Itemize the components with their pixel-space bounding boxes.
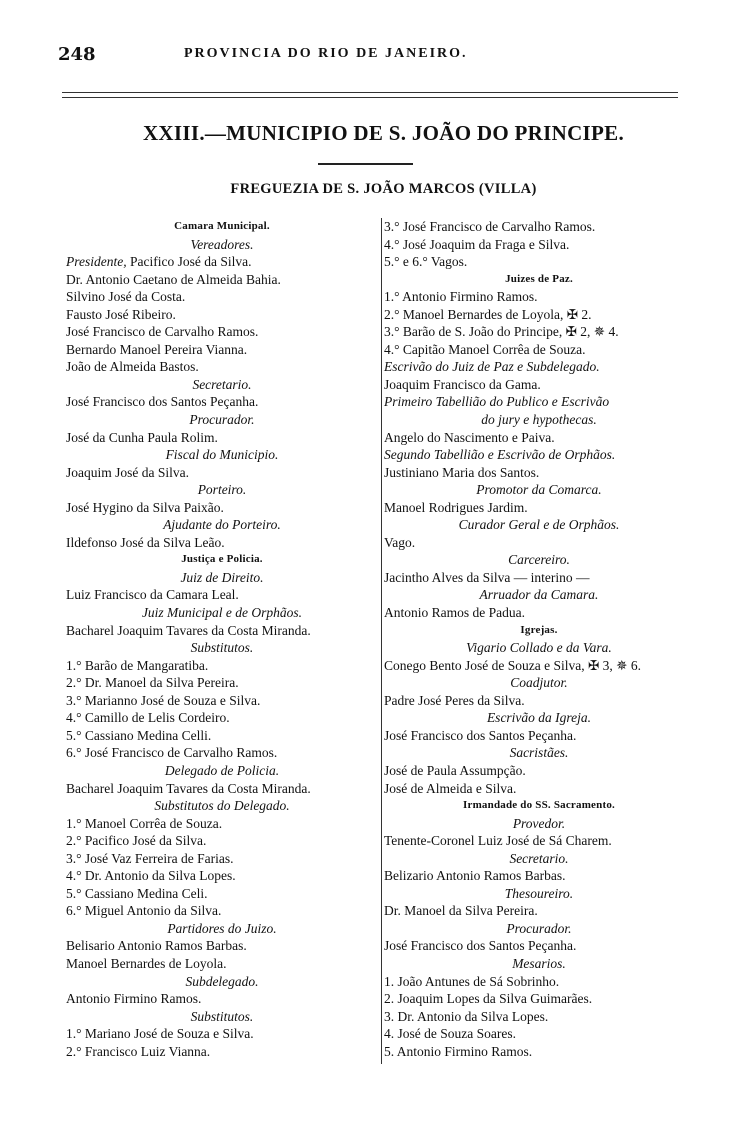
entry: Antonio Ramos de Padua. — [384, 605, 525, 621]
entry: Jacintho Alves da Silva — interino — — [384, 569, 590, 585]
entry: João de Almeida Bastos. — [66, 359, 199, 375]
role-heading: Mesarios. — [512, 955, 566, 971]
entry: 2. Joaquim Lopes da Silva Guimarães. — [384, 991, 593, 1007]
role-heading: Substitutos do Delegado. — [154, 798, 290, 814]
entry: 2.° Francisco Luiz Vianna. — [66, 1043, 211, 1059]
entry: Justiniano Maria dos Santos. — [384, 464, 540, 480]
role-heading: Segundo Tabellião e Escrivão de Orphãos. — [384, 447, 616, 463]
entry: José de Paula Assumpção. — [384, 762, 526, 778]
entry: 1.° Barão de Mangaratiba. — [66, 657, 209, 673]
entry: José Francisco dos Santos Peçanha. — [384, 727, 577, 743]
role-heading: Carcereiro. — [508, 552, 570, 568]
entry: 5.° Cassiano Medina Celi. — [66, 885, 208, 901]
role-heading: do jury e hypothecas. — [481, 412, 597, 428]
right-column — [376, 218, 694, 1060]
role-heading: Fiscal do Municipio. — [165, 447, 279, 463]
entry: 1.° Antonio Firmino Ramos. — [384, 289, 538, 305]
role-heading: Juiz de Direito. — [180, 569, 264, 585]
role-heading: Primeiro Tabellião do Publico e Escrivão — [384, 394, 610, 410]
role-heading: Escrivão do Juiz de Paz e Subdelegado. — [384, 359, 600, 375]
entry: Antonio Firmino Ramos. — [66, 991, 202, 1007]
entry: 3.° Marianno José de Souza e Silva. — [66, 692, 261, 708]
entry: 5.° Cassiano Medina Celli. — [66, 727, 212, 743]
entry: 4.° Camillo de Lelis Cordeiro. — [66, 710, 230, 726]
entry: Vago. — [384, 534, 416, 550]
page-number: 248 — [58, 44, 96, 65]
header-double-rule — [62, 92, 678, 98]
entry: 4.° Capitão Manoel Corrêa de Souza. — [384, 341, 586, 357]
entry: José de Almeida e Silva. — [384, 780, 517, 796]
entry: Belisario Antonio Ramos Barbas. — [66, 938, 247, 954]
role-heading: Delegado de Policia. — [164, 762, 280, 778]
page-header — [58, 44, 688, 64]
role-heading: Escrivão da Igreja. — [486, 710, 592, 726]
municipio-title: XXIII.—MUNICIPIO DE S. JOÃO DO PRINCIPE. — [142, 121, 625, 145]
role-heading: Porteiro. — [197, 482, 247, 498]
role-heading: Promotor da Comarca. — [476, 482, 602, 498]
entry: 1. João Antunes de Sá Sobrinho. — [384, 973, 560, 989]
left-column — [66, 218, 378, 1060]
entry: Joaquim José da Silva. — [66, 464, 189, 480]
section-heading: Igrejas. — [520, 623, 558, 636]
role-heading: Arruador da Camara. — [479, 587, 599, 603]
entry: 4.° Dr. Antonio da Silva Lopes. — [66, 868, 236, 884]
role-heading: Vereadores. — [190, 236, 254, 252]
role-heading: Sacristães. — [509, 745, 569, 761]
role-heading: Procurador. — [189, 412, 255, 428]
entry: Manoel Rodrigues Jardim. — [384, 499, 528, 515]
role-heading: Substitutos. — [190, 1008, 254, 1024]
entry: 3.° Barão de S. João do Principe, ✠ 2, ✵ 4. — [384, 324, 619, 340]
entry: 6.° Miguel Antonio da Silva. — [66, 903, 222, 919]
entry: Joaquim Francisco da Gama. — [384, 376, 541, 392]
entry: Fausto José Ribeiro. — [66, 306, 176, 322]
role-heading: Partidores do Juizo. — [167, 920, 277, 936]
role-heading: Provedor. — [512, 815, 566, 831]
entry: 3. Dr. Antonio da Silva Lopes. — [384, 1008, 549, 1024]
entry: 5. Antonio Firmino Ramos. — [384, 1043, 533, 1059]
running-title: PROVINCIA DO RIO DE JANEIRO. — [184, 46, 468, 61]
entry-text: Pacifico José da Silva. — [126, 254, 252, 270]
entry: José Hygino da Silva Paixão. — [66, 499, 224, 515]
entry: Dr. Manoel da Silva Pereira. — [384, 903, 538, 919]
freguezia-title: FREGUEZIA DE S. JOÃO MARCOS (VILLA) — [230, 181, 537, 197]
entry: Bacharel Joaquim Tavares da Costa Miranda. — [66, 622, 311, 638]
entry: José Francisco dos Santos Peçanha. — [66, 394, 259, 410]
entry: Padre José Peres da Silva. — [384, 692, 525, 708]
entry: Tenente-Coronel Luiz José de Sá Charem. — [384, 833, 612, 849]
entry: 1.° Mariano José de Souza e Silva. — [66, 1026, 254, 1042]
role-heading: Curador Geral e de Orphãos. — [458, 517, 620, 533]
role-heading: Juiz Municipal e de Orphãos. — [141, 605, 303, 621]
title-rule — [318, 163, 413, 165]
entry: Belizario Antonio Ramos Barbas. — [384, 868, 566, 884]
entry: 4.° José Joaquim da Fraga e Silva. — [384, 236, 570, 252]
entry: Dr. Antonio Caetano de Almeida Bahia. — [66, 271, 281, 287]
section-heading: Justiça e Policia. — [181, 553, 263, 566]
entry: 6.° José Francisco de Carvalho Ramos. — [66, 745, 278, 761]
entry: José Francisco de Carvalho Ramos. — [66, 324, 259, 340]
entry: José Francisco dos Santos Peçanha. — [384, 938, 577, 954]
role-heading: Vigario Collado e da Vara. — [466, 640, 612, 656]
entry-prefix: Presidente, — [66, 254, 127, 270]
entry: 4. José de Souza Soares. — [384, 1026, 516, 1042]
entry: 5.° e 6.° Vagos. — [384, 254, 468, 270]
role-heading: Subdelegado. — [185, 973, 259, 989]
entry: Conego Bento José de Souza e Silva, ✠ 3, ✵ 6. — [384, 657, 641, 673]
entry: Luiz Francisco da Camara Leal. — [66, 587, 239, 603]
entry: Ildefonso José da Silva Leão. — [66, 534, 225, 550]
entry: Manoel Bernardes de Loyola. — [66, 955, 227, 971]
entry: 3.° José Vaz Ferreira de Farias. — [66, 850, 234, 866]
role-heading: Coadjutor. — [510, 675, 568, 691]
role-heading: Secretario. — [509, 850, 569, 866]
role-heading: Secretario. — [192, 376, 252, 392]
entry: Angelo do Nascimento e Paiva. — [384, 429, 555, 445]
role-heading: Ajudante do Porteiro. — [163, 517, 281, 533]
entry: 2.° Manoel Bernardes de Loyola, ✠ 2. — [384, 306, 592, 322]
entry: Bernardo Manoel Pereira Vianna. — [66, 341, 248, 357]
entry: Bacharel Joaquim Tavares da Costa Miranda. — [66, 780, 311, 796]
entry: 3.° José Francisco de Carvalho Ramos. — [384, 219, 596, 234]
entry — [66, 253, 378, 271]
role-heading: Substitutos. — [190, 640, 254, 656]
section-heading: Juizes de Paz. — [505, 272, 573, 285]
entry: Silvino José da Costa. — [66, 289, 186, 305]
role-heading: Thesoureiro. — [504, 885, 574, 901]
section-heading: Camara Municipal. — [174, 220, 270, 232]
entry: 2.° Pacifico José da Silva. — [66, 833, 207, 849]
role-heading: Procurador. — [506, 920, 572, 936]
entry: José da Cunha Paula Rolim. — [66, 429, 218, 445]
entry: 2.° Dr. Manoel da Silva Pereira. — [66, 675, 239, 691]
section-heading: Irmandade do SS. Sacramento. — [463, 799, 615, 812]
entry: 1.° Manoel Corrêa de Souza. — [66, 815, 223, 831]
